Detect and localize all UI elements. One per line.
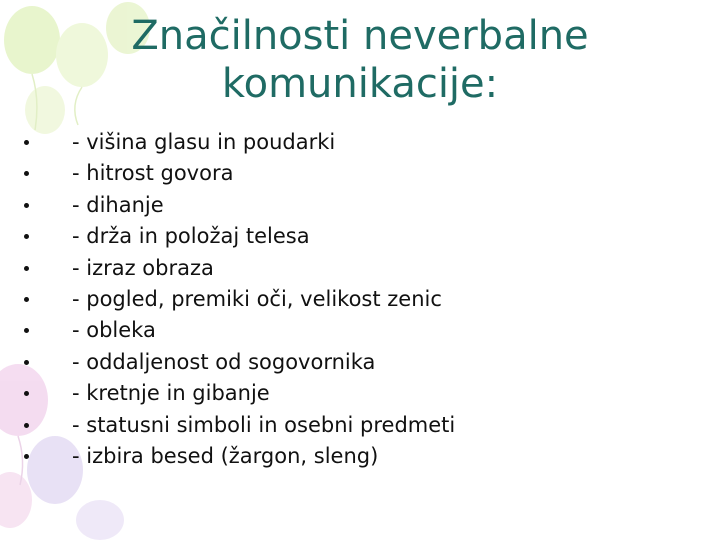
bullet-icon: [24, 423, 29, 428]
list-item-text: - višina glasu in poudarki: [72, 130, 336, 154]
list-item-text: - izraz obraza: [72, 255, 214, 280]
list-item-text: - izbira besed (žargon, sleng): [72, 443, 379, 468]
bullet-icon: [24, 454, 29, 459]
slide-title-line-1: Značilnosti neverbalne: [131, 13, 589, 59]
list-item-text: - statusni simboli in osebni predmeti: [72, 412, 456, 437]
bullet-icon: [24, 203, 29, 208]
list-item-text: - pogled, premiki oči, velikost zenic: [72, 286, 442, 311]
bullet-icon: [24, 140, 29, 145]
bullet-icon: [24, 297, 29, 302]
list-item-text: - dihanje: [72, 192, 164, 217]
bullet-icon: [24, 360, 29, 365]
list-item-text: - hitrost govora: [72, 161, 234, 186]
list-item-text: - obleka: [72, 318, 156, 343]
bullet-icon: [24, 266, 29, 271]
slide-title-line-2: komunikacije:: [221, 61, 499, 107]
slide-title: [90, 12, 630, 108]
list-item-text: - kretnje in gibanje: [72, 381, 270, 406]
list-item-text: - drža in položaj telesa: [72, 224, 310, 249]
list-item-text: - oddaljenost od sogovornika: [72, 349, 376, 374]
